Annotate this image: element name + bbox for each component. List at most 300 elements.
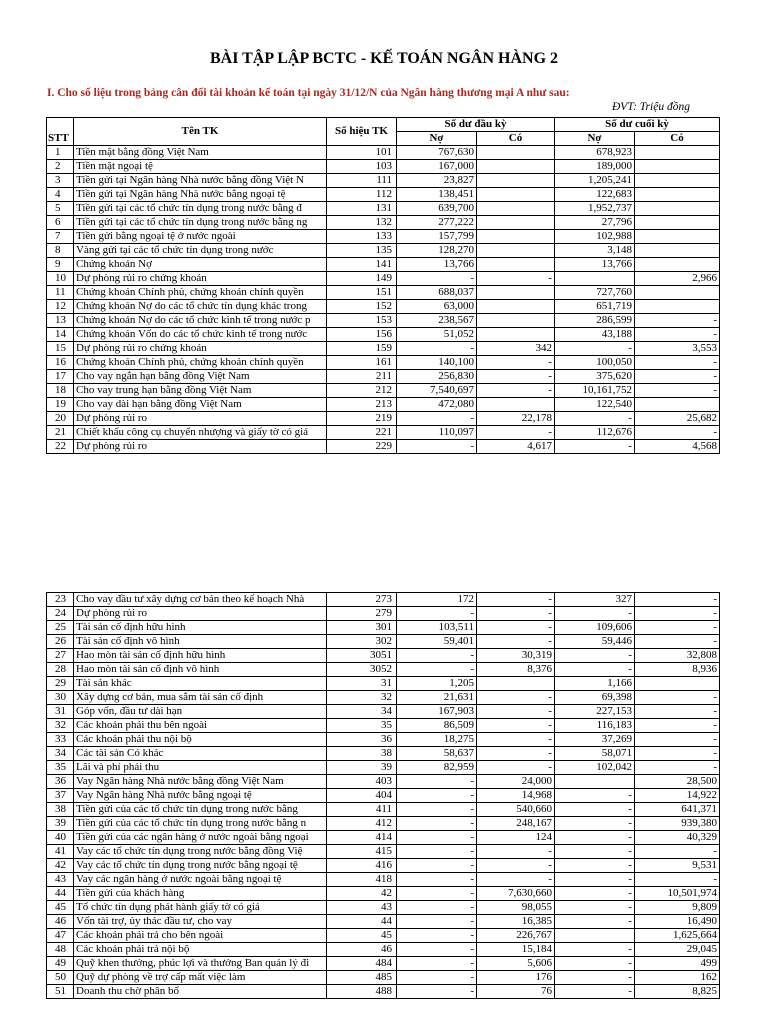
trial-balance-table-part2 bbox=[46, 592, 720, 999]
opening-debit: 140,100 bbox=[397, 356, 477, 370]
row-stt: 45 bbox=[47, 901, 74, 915]
closing-debit: 227,153 bbox=[555, 705, 635, 719]
account-name: Vay các tổ chức tín dụng trong nước bằng ngoại tệ bbox=[74, 859, 327, 873]
opening-credit: - bbox=[477, 356, 555, 370]
opening-debit: - bbox=[397, 901, 477, 915]
row-stt: 22 bbox=[47, 440, 74, 454]
opening-credit bbox=[477, 258, 555, 272]
table-row bbox=[47, 146, 720, 160]
table-row bbox=[47, 985, 720, 999]
table-row bbox=[47, 943, 720, 957]
table-row bbox=[47, 719, 720, 733]
account-name: Tài sản khác bbox=[74, 677, 327, 691]
closing-credit bbox=[635, 244, 720, 258]
row-stt: 15 bbox=[47, 342, 74, 356]
opening-debit: 157,799 bbox=[397, 230, 477, 244]
opening-debit: - bbox=[397, 775, 477, 789]
closing-credit: 499 bbox=[635, 957, 720, 971]
table-row bbox=[47, 775, 720, 789]
opening-credit: 540,660 bbox=[477, 803, 555, 817]
row-stt: 51 bbox=[47, 985, 74, 999]
closing-credit: 641,371 bbox=[635, 803, 720, 817]
closing-debit bbox=[555, 929, 635, 943]
opening-debit: 110,097 bbox=[397, 426, 477, 440]
account-name: Dự phòng rủi ro bbox=[74, 440, 327, 454]
opening-debit: - bbox=[397, 412, 477, 426]
account-code: 153 bbox=[327, 314, 397, 328]
closing-debit: 102,988 bbox=[555, 230, 635, 244]
account-name: Lãi và phí phải thu bbox=[74, 761, 327, 775]
account-code: 415 bbox=[327, 845, 397, 859]
closing-credit bbox=[635, 202, 720, 216]
closing-debit: - bbox=[555, 943, 635, 957]
closing-debit: 122,683 bbox=[555, 188, 635, 202]
account-name: Tiền gửi của các ngân hàng ở nước ngoài bằng ngoại bbox=[74, 831, 327, 845]
closing-debit: 43,188 bbox=[555, 328, 635, 342]
closing-credit: 1,625,664 bbox=[635, 929, 720, 943]
opening-debit: 172 bbox=[397, 593, 477, 607]
account-code: 111 bbox=[327, 174, 397, 188]
table-row bbox=[47, 593, 720, 607]
closing-debit: 58,071 bbox=[555, 747, 635, 761]
row-stt: 46 bbox=[47, 915, 74, 929]
closing-credit: - bbox=[635, 593, 720, 607]
row-stt: 17 bbox=[47, 370, 74, 384]
col-header-opening-credit: Có bbox=[477, 132, 555, 146]
row-stt: 4 bbox=[47, 188, 74, 202]
account-name: Hao mòn tài sản cố định hữu hình bbox=[74, 649, 327, 663]
table-row bbox=[47, 663, 720, 677]
account-name: Tài sản cố định hữu hình bbox=[74, 621, 327, 635]
table-row bbox=[47, 202, 720, 216]
row-stt: 41 bbox=[47, 845, 74, 859]
account-name: Doanh thu chờ phân bổ bbox=[74, 985, 327, 999]
closing-debit: 1,205,241 bbox=[555, 174, 635, 188]
table-row bbox=[47, 412, 720, 426]
opening-credit: - bbox=[477, 384, 555, 398]
col-header-stt: STT bbox=[47, 118, 74, 146]
account-name: Góp vốn, đầu tư dài hạn bbox=[74, 705, 327, 719]
table-row bbox=[47, 817, 720, 831]
account-code: 133 bbox=[327, 230, 397, 244]
closing-credit: 9,809 bbox=[635, 901, 720, 915]
closing-debit: - bbox=[555, 859, 635, 873]
opening-debit: - bbox=[397, 607, 477, 621]
opening-credit: - bbox=[477, 691, 555, 705]
account-code: 149 bbox=[327, 272, 397, 286]
account-name: Cho vay dài hạn bằng đồng Việt Nam bbox=[74, 398, 327, 412]
opening-credit: 16,385 bbox=[477, 915, 555, 929]
opening-debit: - bbox=[397, 971, 477, 985]
closing-credit: - bbox=[635, 635, 720, 649]
table-row bbox=[47, 789, 720, 803]
closing-credit: 8,825 bbox=[635, 985, 720, 999]
table-row bbox=[47, 258, 720, 272]
col-header-opening-debit: Nợ bbox=[397, 132, 477, 146]
opening-debit: - bbox=[397, 845, 477, 859]
account-name: Chứng khoán Chính phủ, chứng khoán chính quyền bbox=[74, 356, 327, 370]
col-header-account-code: Số hiệu TK bbox=[327, 118, 397, 146]
closing-debit: 37,269 bbox=[555, 733, 635, 747]
opening-credit bbox=[477, 244, 555, 258]
opening-debit: 7,540,697 bbox=[397, 384, 477, 398]
opening-debit: 63,000 bbox=[397, 300, 477, 314]
account-name: Tiền gửi tại các tổ chức tín dụng trong nước bằng đ bbox=[74, 202, 327, 216]
account-name: Cho vay ngắn hạn bằng đồng Việt Nam bbox=[74, 370, 327, 384]
opening-credit bbox=[477, 146, 555, 160]
opening-debit: - bbox=[397, 859, 477, 873]
opening-debit: 18,275 bbox=[397, 733, 477, 747]
account-name: Vay Ngân hàng Nhà nước bằng ngoại tệ bbox=[74, 789, 327, 803]
account-code: 3052 bbox=[327, 663, 397, 677]
opening-debit: 472,080 bbox=[397, 398, 477, 412]
opening-credit: 226,767 bbox=[477, 929, 555, 943]
table-row bbox=[47, 803, 720, 817]
row-stt: 39 bbox=[47, 817, 74, 831]
account-code: 161 bbox=[327, 356, 397, 370]
account-code: 141 bbox=[327, 258, 397, 272]
account-name: Các khoản phải thu bên ngoài bbox=[74, 719, 327, 733]
row-stt: 25 bbox=[47, 621, 74, 635]
opening-credit: - bbox=[477, 859, 555, 873]
closing-debit: 10,161,752 bbox=[555, 384, 635, 398]
opening-debit: - bbox=[397, 929, 477, 943]
account-code: 36 bbox=[327, 733, 397, 747]
opening-credit: - bbox=[477, 845, 555, 859]
closing-debit: 189,000 bbox=[555, 160, 635, 174]
closing-debit: 678,923 bbox=[555, 146, 635, 160]
account-name: Các khoản phải trả nội bộ bbox=[74, 943, 327, 957]
account-name: Các tài sản Có khác bbox=[74, 747, 327, 761]
account-name: Dự phòng rủi ro bbox=[74, 607, 327, 621]
table-row bbox=[47, 356, 720, 370]
closing-credit bbox=[635, 286, 720, 300]
opening-debit: 51,052 bbox=[397, 328, 477, 342]
opening-credit: - bbox=[477, 426, 555, 440]
opening-debit: - bbox=[397, 649, 477, 663]
closing-credit bbox=[635, 677, 720, 691]
closing-debit: 27,796 bbox=[555, 216, 635, 230]
closing-credit: 16,490 bbox=[635, 915, 720, 929]
table-row bbox=[47, 705, 720, 719]
closing-debit: - bbox=[555, 607, 635, 621]
closing-debit: - bbox=[555, 789, 635, 803]
row-stt: 19 bbox=[47, 398, 74, 412]
opening-debit: - bbox=[397, 873, 477, 887]
closing-credit: - bbox=[635, 733, 720, 747]
opening-credit: - bbox=[477, 272, 555, 286]
closing-credit: - bbox=[635, 621, 720, 635]
table-row bbox=[47, 286, 720, 300]
opening-debit: 13,766 bbox=[397, 258, 477, 272]
row-stt: 5 bbox=[47, 202, 74, 216]
closing-debit: - bbox=[555, 845, 635, 859]
opening-credit: 4,617 bbox=[477, 440, 555, 454]
opening-credit: 30,319 bbox=[477, 649, 555, 663]
row-stt: 48 bbox=[47, 943, 74, 957]
account-name: Chứng khoán Nợ do các tổ chức kinh tế trong nước p bbox=[74, 314, 327, 328]
row-stt: 32 bbox=[47, 719, 74, 733]
closing-credit: - bbox=[635, 845, 720, 859]
closing-debit: - bbox=[555, 971, 635, 985]
account-code: 45 bbox=[327, 929, 397, 943]
account-name: Chứng khoán Nợ do các tổ chức tín dụng khác trong bbox=[74, 300, 327, 314]
table-row bbox=[47, 426, 720, 440]
account-name: Dự phòng rủi ro chứng khoán bbox=[74, 342, 327, 356]
account-code: 43 bbox=[327, 901, 397, 915]
closing-credit: - bbox=[635, 873, 720, 887]
closing-debit: - bbox=[555, 412, 635, 426]
opening-debit: 167,903 bbox=[397, 705, 477, 719]
account-code: 219 bbox=[327, 412, 397, 426]
opening-credit: - bbox=[477, 607, 555, 621]
table-row bbox=[47, 607, 720, 621]
row-stt: 9 bbox=[47, 258, 74, 272]
closing-credit: - bbox=[635, 607, 720, 621]
opening-credit: 124 bbox=[477, 831, 555, 845]
closing-credit: - bbox=[635, 705, 720, 719]
table-row bbox=[47, 160, 720, 174]
closing-credit: - bbox=[635, 356, 720, 370]
opening-credit bbox=[477, 160, 555, 174]
table-row bbox=[47, 342, 720, 356]
opening-credit bbox=[477, 398, 555, 412]
table-row bbox=[47, 328, 720, 342]
opening-credit: 342 bbox=[477, 342, 555, 356]
closing-debit: - bbox=[555, 873, 635, 887]
table-row bbox=[47, 901, 720, 915]
opening-credit bbox=[477, 300, 555, 314]
account-code: 112 bbox=[327, 188, 397, 202]
opening-debit: - bbox=[397, 985, 477, 999]
col-header-closing-debit: Nợ bbox=[555, 132, 635, 146]
opening-debit: 23,827 bbox=[397, 174, 477, 188]
account-code: 404 bbox=[327, 789, 397, 803]
row-stt: 14 bbox=[47, 328, 74, 342]
col-header-closing-balance: Số dư cuối kỳ bbox=[555, 118, 720, 132]
table-row bbox=[47, 216, 720, 230]
account-name: Tiền gửi của các tổ chức tín dụng trong nước bằng bbox=[74, 803, 327, 817]
table-row bbox=[47, 440, 720, 454]
unit-note: ĐVT: Triệu đồng bbox=[612, 101, 690, 113]
table-row bbox=[47, 691, 720, 705]
row-stt: 8 bbox=[47, 244, 74, 258]
opening-credit: 14,968 bbox=[477, 789, 555, 803]
account-code: 412 bbox=[327, 817, 397, 831]
row-stt: 47 bbox=[47, 929, 74, 943]
account-code: 213 bbox=[327, 398, 397, 412]
closing-credit bbox=[635, 160, 720, 174]
opening-debit: - bbox=[397, 817, 477, 831]
opening-debit: 138,451 bbox=[397, 188, 477, 202]
account-code: 3051 bbox=[327, 649, 397, 663]
closing-credit: 10,501,974 bbox=[635, 887, 720, 901]
row-stt: 13 bbox=[47, 314, 74, 328]
row-stt: 29 bbox=[47, 677, 74, 691]
account-name: Tiền gửi của các tổ chức tín dụng trong nước bằng n bbox=[74, 817, 327, 831]
account-name: Vay các ngân hàng ở nước ngoài bằng ngoại tệ bbox=[74, 873, 327, 887]
table-row bbox=[47, 859, 720, 873]
closing-credit: - bbox=[635, 370, 720, 384]
table-row bbox=[47, 384, 720, 398]
opening-debit: 86,509 bbox=[397, 719, 477, 733]
closing-credit: - bbox=[635, 426, 720, 440]
opening-debit: - bbox=[397, 915, 477, 929]
closing-debit: 1,952,737 bbox=[555, 202, 635, 216]
row-stt: 26 bbox=[47, 635, 74, 649]
table-row bbox=[47, 188, 720, 202]
table-row bbox=[47, 300, 720, 314]
account-name: Tiền gửi bằng ngoại tệ ở nước ngoài bbox=[74, 230, 327, 244]
opening-debit: - bbox=[397, 957, 477, 971]
opening-debit: 21,631 bbox=[397, 691, 477, 705]
closing-credit: - bbox=[635, 761, 720, 775]
row-stt: 34 bbox=[47, 747, 74, 761]
row-stt: 37 bbox=[47, 789, 74, 803]
closing-credit: - bbox=[635, 328, 720, 342]
closing-debit: - bbox=[555, 831, 635, 845]
closing-debit: 327 bbox=[555, 593, 635, 607]
account-code: 221 bbox=[327, 426, 397, 440]
opening-debit: 59,401 bbox=[397, 635, 477, 649]
account-code: 414 bbox=[327, 831, 397, 845]
closing-debit: 286,599 bbox=[555, 314, 635, 328]
table-row bbox=[47, 733, 720, 747]
row-stt: 16 bbox=[47, 356, 74, 370]
closing-debit: - bbox=[555, 649, 635, 663]
row-stt: 3 bbox=[47, 174, 74, 188]
opening-debit: - bbox=[397, 440, 477, 454]
opening-debit: 82,959 bbox=[397, 761, 477, 775]
opening-credit bbox=[477, 216, 555, 230]
opening-debit: 256,830 bbox=[397, 370, 477, 384]
opening-credit: - bbox=[477, 747, 555, 761]
account-code: 44 bbox=[327, 915, 397, 929]
account-code: 273 bbox=[327, 593, 397, 607]
opening-debit: - bbox=[397, 803, 477, 817]
opening-debit: 1,205 bbox=[397, 677, 477, 691]
row-stt: 44 bbox=[47, 887, 74, 901]
closing-credit: - bbox=[635, 747, 720, 761]
closing-debit: - bbox=[555, 901, 635, 915]
row-stt: 31 bbox=[47, 705, 74, 719]
account-code: 38 bbox=[327, 747, 397, 761]
row-stt: 36 bbox=[47, 775, 74, 789]
opening-debit: 688,037 bbox=[397, 286, 477, 300]
account-code: 46 bbox=[327, 943, 397, 957]
table-row bbox=[47, 370, 720, 384]
closing-credit: 2,966 bbox=[635, 272, 720, 286]
account-code: 229 bbox=[327, 440, 397, 454]
row-stt: 7 bbox=[47, 230, 74, 244]
closing-credit: 9,531 bbox=[635, 859, 720, 873]
row-stt: 18 bbox=[47, 384, 74, 398]
closing-debit: 59,446 bbox=[555, 635, 635, 649]
opening-credit: - bbox=[477, 593, 555, 607]
row-stt: 10 bbox=[47, 272, 74, 286]
closing-credit: 40,329 bbox=[635, 831, 720, 845]
closing-debit: - bbox=[555, 915, 635, 929]
opening-debit: - bbox=[397, 789, 477, 803]
row-stt: 24 bbox=[47, 607, 74, 621]
account-name: Tổ chức tín dụng phát hành giấy tờ có giá bbox=[74, 901, 327, 915]
opening-debit: - bbox=[397, 943, 477, 957]
account-code: 152 bbox=[327, 300, 397, 314]
account-code: 151 bbox=[327, 286, 397, 300]
account-name: Xây dựng cơ bản, mua sắm tài sản cố định bbox=[74, 691, 327, 705]
closing-debit: - bbox=[555, 803, 635, 817]
account-name: Tài sản cố định vô hình bbox=[74, 635, 327, 649]
closing-credit: 28,500 bbox=[635, 775, 720, 789]
table-row bbox=[47, 831, 720, 845]
account-code: 135 bbox=[327, 244, 397, 258]
opening-credit: 248,167 bbox=[477, 817, 555, 831]
table-row bbox=[47, 971, 720, 985]
opening-debit: 767,630 bbox=[397, 146, 477, 160]
table-row bbox=[47, 845, 720, 859]
account-code: 411 bbox=[327, 803, 397, 817]
closing-credit: 29,045 bbox=[635, 943, 720, 957]
opening-credit bbox=[477, 328, 555, 342]
account-code: 34 bbox=[327, 705, 397, 719]
account-name: Quỹ dự phòng về trợ cấp mất việc làm bbox=[74, 971, 327, 985]
closing-debit bbox=[555, 272, 635, 286]
opening-credit: 98,055 bbox=[477, 901, 555, 915]
trial-balance-table-part1 bbox=[46, 117, 720, 454]
account-name: Chứng khoán Chính phủ, chứng khoán chính quyền bbox=[74, 286, 327, 300]
opening-credit: - bbox=[477, 733, 555, 747]
opening-debit: - bbox=[397, 831, 477, 845]
table-row bbox=[47, 649, 720, 663]
account-name: Cho vay trung hạn bằng đồng Việt Nam bbox=[74, 384, 327, 398]
opening-credit: 176 bbox=[477, 971, 555, 985]
closing-debit: 100,050 bbox=[555, 356, 635, 370]
row-stt: 28 bbox=[47, 663, 74, 677]
row-stt: 21 bbox=[47, 426, 74, 440]
account-code: 485 bbox=[327, 971, 397, 985]
account-code: 132 bbox=[327, 216, 397, 230]
account-code: 32 bbox=[327, 691, 397, 705]
account-name: Chứng khoán Vốn do các tổ chức kinh tế trong nước bbox=[74, 328, 327, 342]
account-name: Các khoản phải trả cho bên ngoài bbox=[74, 929, 327, 943]
account-code: 302 bbox=[327, 635, 397, 649]
opening-credit: 76 bbox=[477, 985, 555, 999]
account-name: Vay Ngân hàng Nhà nước bằng đồng Việt Nam bbox=[74, 775, 327, 789]
opening-debit: 238,567 bbox=[397, 314, 477, 328]
table-row bbox=[47, 915, 720, 929]
closing-credit: 4,568 bbox=[635, 440, 720, 454]
closing-credit: 32,808 bbox=[635, 649, 720, 663]
row-stt: 43 bbox=[47, 873, 74, 887]
closing-debit: 3,148 bbox=[555, 244, 635, 258]
opening-credit: - bbox=[477, 761, 555, 775]
row-stt: 49 bbox=[47, 957, 74, 971]
account-code: 31 bbox=[327, 677, 397, 691]
account-code: 279 bbox=[327, 607, 397, 621]
opening-credit bbox=[477, 314, 555, 328]
opening-credit bbox=[477, 230, 555, 244]
account-name: Chiết khấu công cụ chuyển nhượng và giấy tờ có giá bbox=[74, 426, 327, 440]
closing-debit: - bbox=[555, 342, 635, 356]
closing-credit bbox=[635, 216, 720, 230]
row-stt: 12 bbox=[47, 300, 74, 314]
row-stt: 23 bbox=[47, 593, 74, 607]
closing-credit bbox=[635, 174, 720, 188]
table-row bbox=[47, 873, 720, 887]
opening-credit: 15,184 bbox=[477, 943, 555, 957]
closing-credit: 162 bbox=[635, 971, 720, 985]
account-code: 212 bbox=[327, 384, 397, 398]
